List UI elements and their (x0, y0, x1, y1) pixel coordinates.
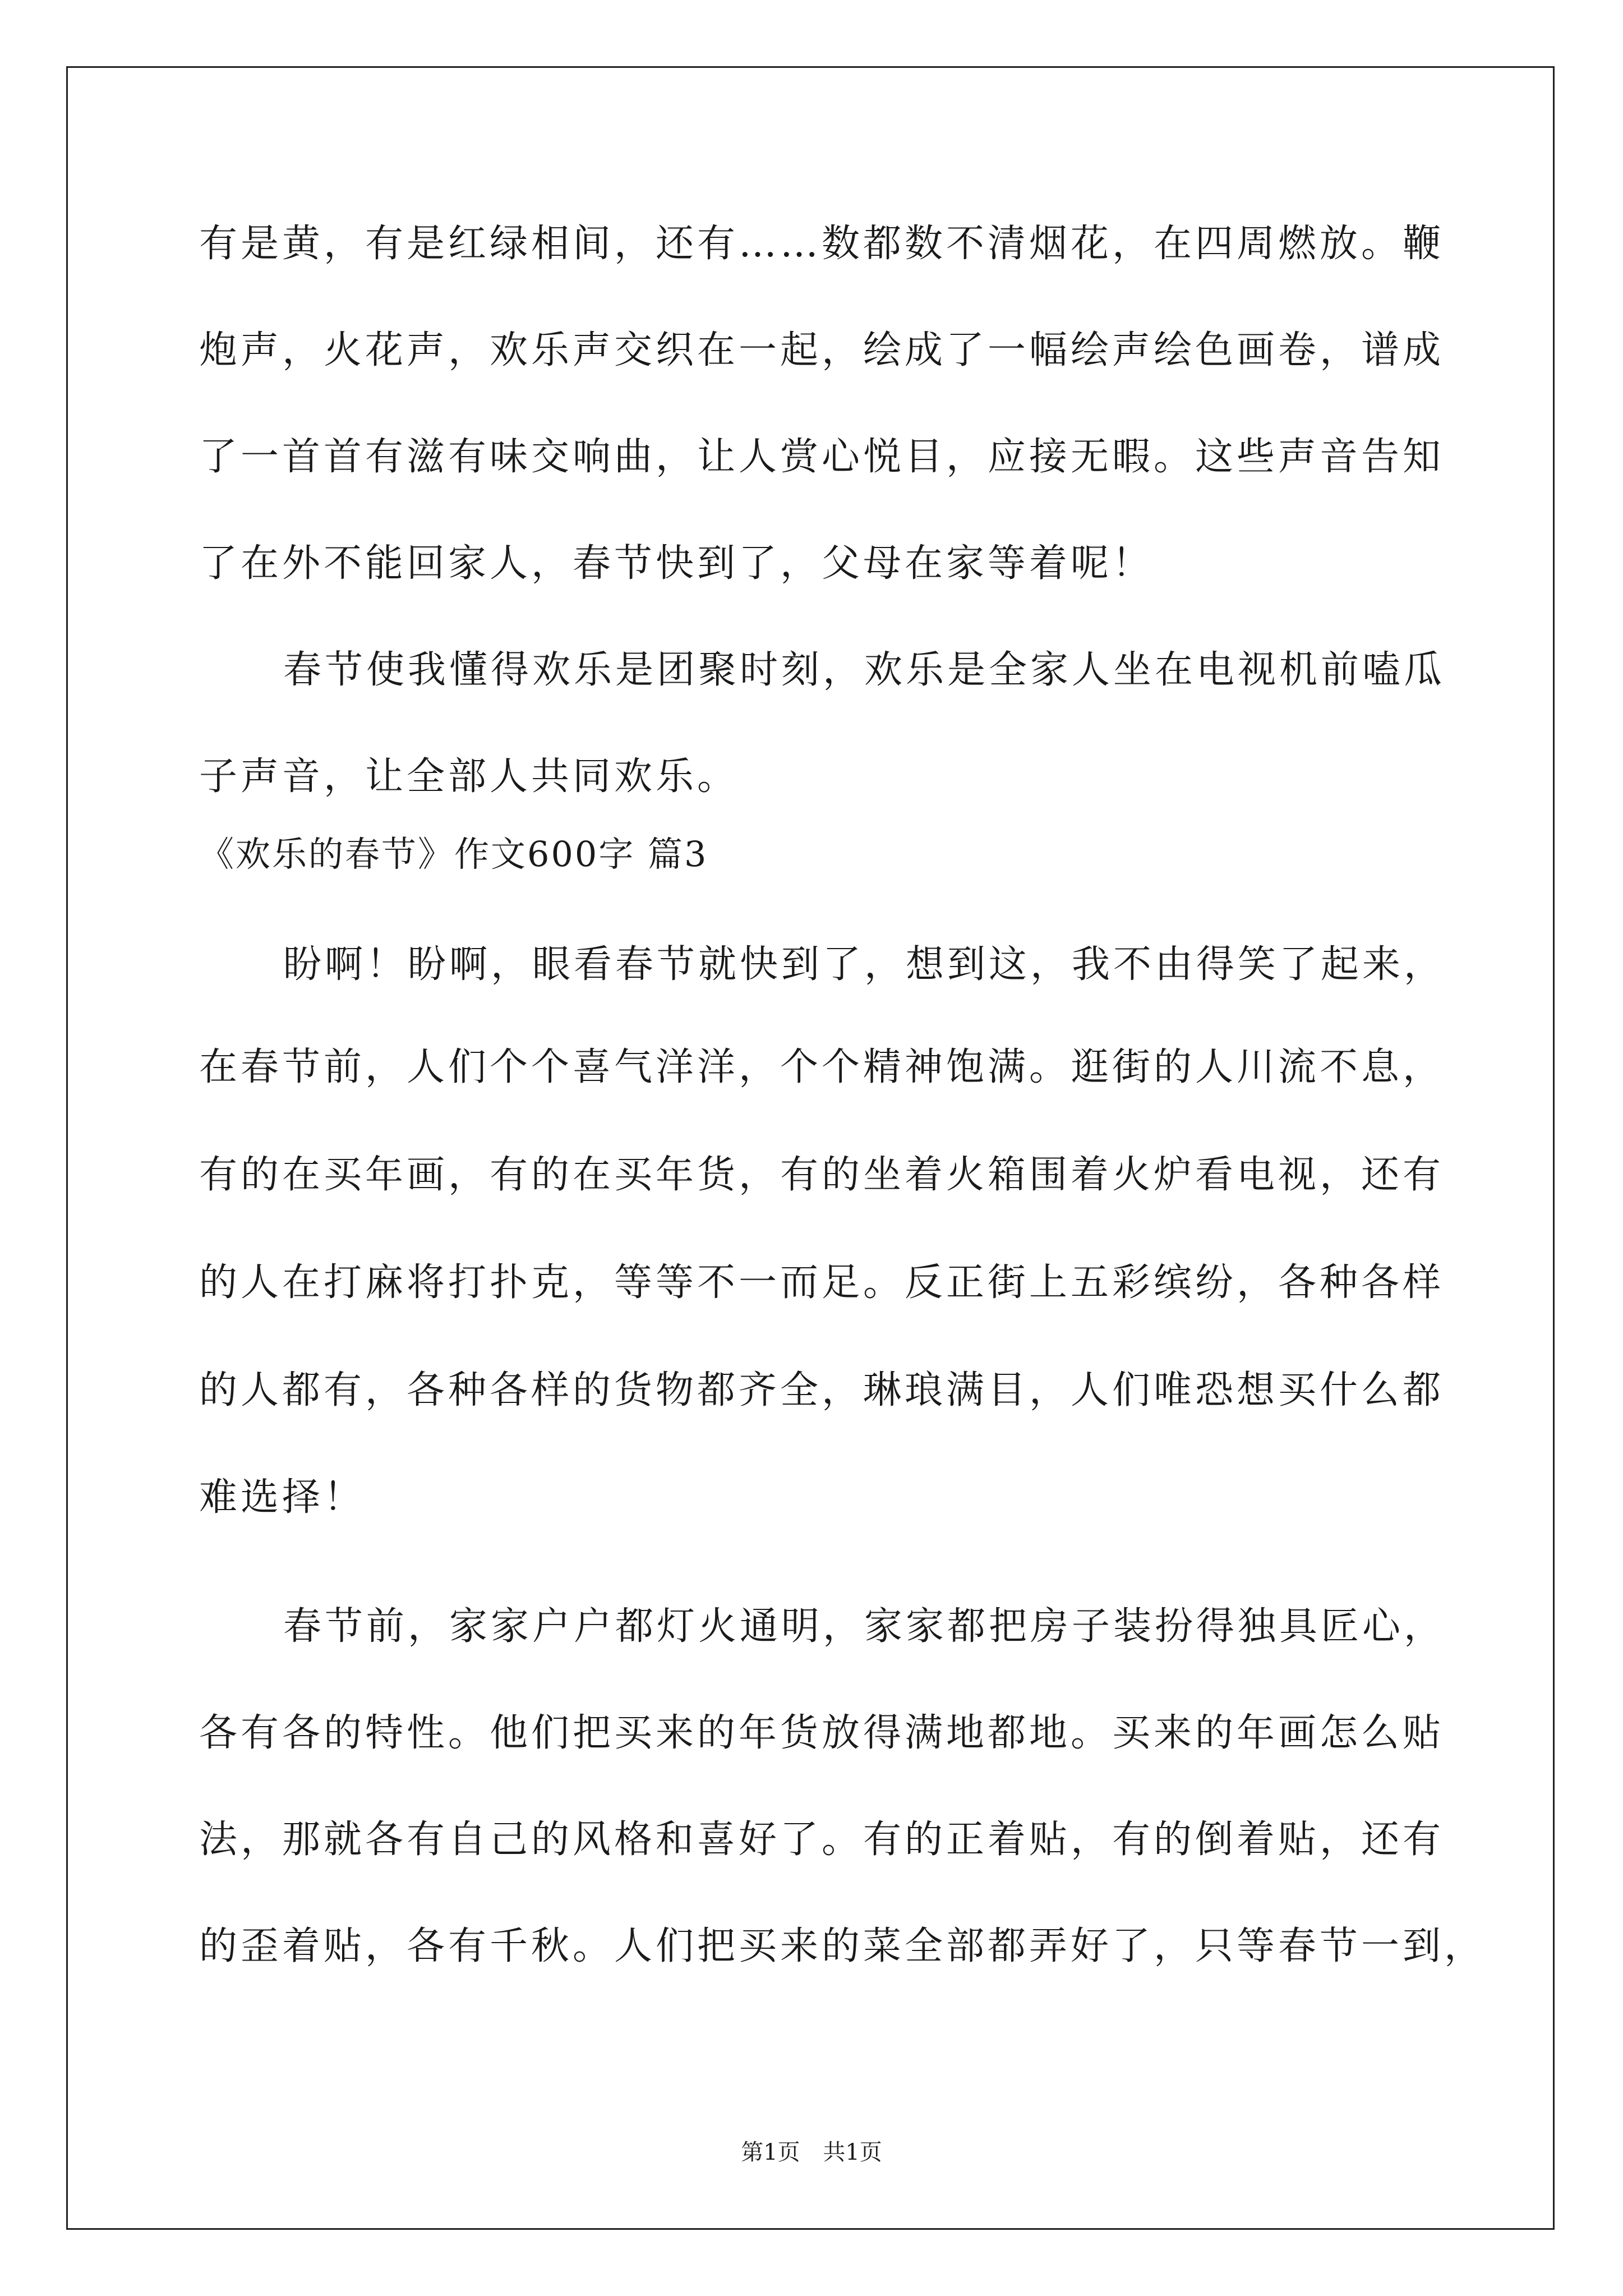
body-line: 有是黄，有是红绿相间，还有……数都数不清烟花，在四周燃放。鞭 (199, 222, 1445, 266)
body-line: 各有各的特性。他们把买来的年货放得满地都地。买来的年画怎么贴 (199, 1711, 1445, 1755)
body-line: 子声音，让全部人共同欢乐。 (199, 754, 739, 799)
body-line: 法，那就各有自己的风格和喜好了。有的正着贴，有的倒着贴，还有 (199, 1818, 1445, 1862)
body-line: 的人在打麻将打扑克，等等不一而足。反正街上五彩缤纷，各种各样 (199, 1260, 1445, 1305)
body-line: 盼啊！盼啊，眼看春节就快到了，想到这，我不由得笑了起来， (283, 942, 1446, 987)
body-line: 了一首首有滋有味交响曲，让人赏心悦目，应接无暇。这些声音告知 (199, 435, 1445, 479)
body-line: 炮声，火花声，欢乐声交织在一起，绘成了一幅绘声绘色画卷，谱成 (199, 328, 1445, 372)
body-line: 在春节前，人们个个喜气洋洋，个个精神饱满。逛街的人川流不息， (199, 1045, 1445, 1089)
body-line: 有的在买年画，有的在买年货，有的坐着火箱围着火炉看电视，还有 (199, 1153, 1445, 1197)
body-line: 春节使我懂得欢乐是团聚时刻，欢乐是全家人坐在电视机前嗑瓜 (283, 648, 1446, 692)
page-footer (0, 2138, 1623, 2166)
page-total: 共1页 (823, 2139, 882, 2165)
page-number: 第1页 (741, 2139, 800, 2165)
section-heading: 《欢乐的春节》作文600字 篇3 (199, 834, 708, 875)
body-line: 的歪着贴，各有千秋。人们把买来的菜全部都弄好了，只等春节一到， (199, 1924, 1486, 1968)
body-line: 难选择！ (199, 1475, 366, 1520)
page-frame (66, 66, 1555, 2230)
body-line: 春节前，家家户户都灯火通明，家家都把房子装扮得独具匠心， (283, 1604, 1446, 1649)
body-line: 的人都有，各种各样的货物都齐全，琳琅满目，人们唯恐想买什么都 (199, 1368, 1445, 1412)
body-line: 了在外不能回家人，春节快到了，父母在家等着呢！ (199, 541, 1154, 586)
